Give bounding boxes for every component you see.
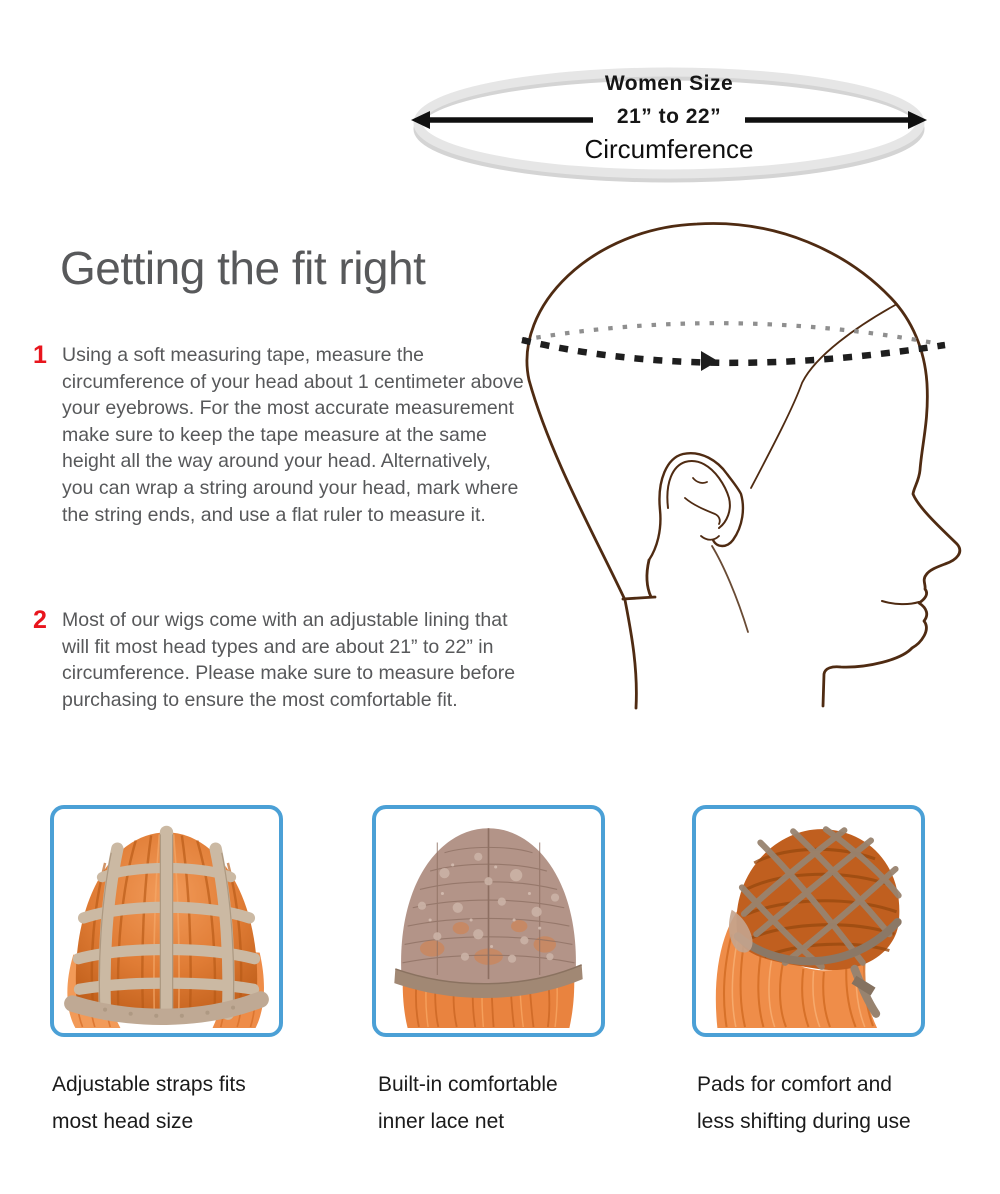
caption-lace-net [378, 1066, 558, 1140]
band-back-arc [522, 323, 945, 345]
neck-back-line [625, 600, 636, 708]
step-2-text: Most of our wigs come with an adjustable lining that will fit most head types and are about 21” to 22” in circumference. Please make sure to measure before purchasing to ensure the most comfortable fit. [62, 609, 516, 711]
step-2-number: 2 [33, 606, 47, 634]
size-label-women: Women Size [604, 72, 734, 95]
jaw-line [712, 546, 748, 632]
feature-card-pads [692, 805, 925, 1037]
caption-line: most head size [52, 1110, 194, 1133]
wig-cap-inner-lace-net-image [381, 814, 596, 1028]
hairline [751, 304, 897, 488]
head-outline [527, 223, 960, 706]
wig-cap-side-comfort-pads-image [701, 814, 916, 1028]
feature-card-straps [50, 805, 283, 1037]
step-1-text: Using a soft measuring tape, measure the circumference of your head about 1 centimeter above your eyebrows. For the most accurate measurement make sure to keep the tape measure at the same height all the way around your head. Alternatively, you can wrap a string around your head, mark where the string ends, and use a flat ruler to measure it. [62, 344, 524, 526]
cheek-line [647, 560, 651, 597]
caption-line: Built-in comfortable [378, 1073, 558, 1096]
mouth-line [882, 601, 919, 604]
caption-adjustable-straps [52, 1066, 246, 1140]
step-1-number: 1 [33, 341, 47, 369]
caption-line: Adjustable straps fits [52, 1073, 246, 1096]
measuring-band-dotted [522, 323, 945, 371]
feature-card-lace-net [372, 805, 605, 1037]
band-arrowhead-icon [701, 351, 718, 371]
size-label-circumference: Circumference [584, 134, 754, 164]
caption-comfort-pads [697, 1066, 911, 1140]
band-front-arc [522, 340, 945, 363]
caption-line: Pads for comfort and [697, 1073, 892, 1096]
wig-cap-inside-adjustable-straps-image [59, 814, 274, 1028]
page-title: Getting the fit right [60, 242, 426, 294]
caption-line: less shifting during use [697, 1110, 911, 1133]
size-label-range: 21” to 22” [616, 105, 722, 128]
caption-line: inner lace net [378, 1110, 505, 1133]
ear [649, 453, 743, 560]
strap-grid [78, 832, 254, 1015]
head-profile-illustration [505, 218, 1000, 768]
